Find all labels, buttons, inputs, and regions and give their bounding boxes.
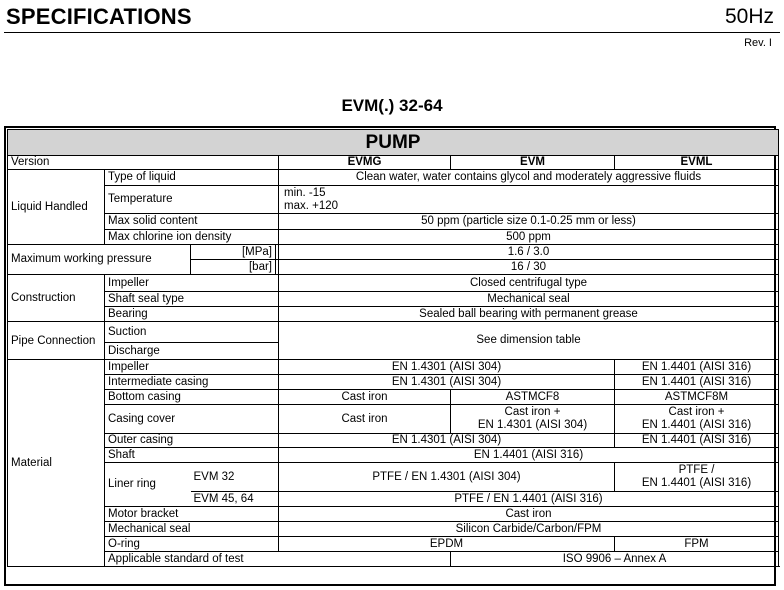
suction-label: Suction: [105, 322, 279, 343]
liner-ring-evm4564-value: PTFE / EN 1.4401 (AISI 316): [279, 492, 779, 507]
intermediate-casing-label: Intermediate casing: [105, 375, 279, 390]
shaft-value: EN 1.4401 (AISI 316): [279, 448, 779, 463]
outer-casing-evml: EN 1.4401 (AISI 316): [615, 434, 779, 448]
table-title: PUMP: [8, 130, 779, 156]
mechanical-seal-value: Silicon Carbide/Carbon/FPM: [279, 522, 779, 537]
bearing-label: Bearing: [105, 307, 279, 322]
max-solid-label: Max solid content: [105, 214, 279, 230]
spec-table: [7, 129, 779, 567]
table-row: [8, 507, 779, 522]
casing-cover-evml: Cast iron + EN 1.4401 (AISI 316): [615, 405, 779, 434]
shaft-seal-label: Shaft seal type: [105, 292, 279, 307]
standard-value: ISO 9906 – Annex A: [451, 552, 779, 567]
temperature-value: [279, 186, 779, 214]
column-header-evml: EVML: [615, 156, 779, 170]
table-row: [8, 292, 779, 307]
table-row: [8, 214, 779, 230]
construction-impeller-value: Closed centrifugal type: [279, 275, 779, 292]
material-impeller-label: Impeller: [105, 360, 279, 375]
column-header-evmg: EVMG: [279, 156, 451, 170]
type-of-liquid-label: Type of liquid: [105, 170, 279, 186]
casing-cover-evmg: Cast iron: [279, 405, 451, 434]
page-title: SPECIFICATIONS: [6, 4, 192, 29]
table-row: [8, 170, 779, 186]
table-row: [8, 522, 779, 537]
table-row: [8, 322, 779, 343]
material-impeller-evml: EN 1.4401 (AISI 316): [615, 360, 779, 375]
pressure-value-bar: 16 / 30: [279, 260, 779, 275]
temperature-label: Temperature: [105, 186, 276, 214]
type-of-liquid-value: Clean water, water contains glycol and moderately aggressive fluids: [279, 170, 779, 186]
material-group: Material: [8, 360, 105, 567]
table-row: [8, 360, 779, 375]
table-row: [8, 275, 779, 292]
column-header-evm: EVM: [451, 156, 615, 170]
table-row: [8, 463, 779, 492]
construction-group: Construction: [8, 275, 105, 322]
o-ring-evml: FPM: [615, 537, 779, 552]
intermediate-casing-evml: EN 1.4401 (AISI 316): [615, 375, 779, 390]
table-row: [8, 434, 779, 448]
intermediate-casing-evm: EN 1.4301 (AISI 304): [279, 375, 615, 390]
table-row: [8, 552, 779, 567]
frequency-label: 50Hz: [724, 5, 774, 28]
temperature-min: min. -15: [284, 186, 326, 199]
pressure-unit-bar: [bar]: [191, 260, 276, 275]
casing-cover-evm: Cast iron + EN 1.4301 (AISI 304): [451, 405, 615, 434]
max-chlorine-value: 500 ppm: [279, 230, 779, 245]
bottom-casing-label: Bottom casing: [105, 390, 279, 405]
shaft-seal-value: Mechanical seal: [279, 292, 779, 307]
motor-bracket-label: Motor bracket: [105, 507, 279, 522]
bottom-casing-evm: ASTMCF8: [451, 390, 615, 405]
version-label: Version: [8, 156, 279, 170]
max-solid-value: 50 ppm (particle size 0.1-0.25 mm or less): [279, 214, 779, 230]
table-row: [8, 245, 779, 260]
table-row: [8, 537, 779, 552]
bottom-casing-evmg: Cast iron: [279, 390, 451, 405]
mechanical-seal-label: Mechanical seal: [105, 522, 279, 537]
material-impeller-evm: EN 1.4301 (AISI 304): [279, 360, 615, 375]
motor-bracket-value: Cast iron: [279, 507, 779, 522]
liner-ring-evm32-evml: PTFE / EN 1.4401 (AISI 316): [615, 463, 779, 492]
shaft-label: Shaft: [105, 448, 279, 463]
revision-label: Rev. I: [744, 37, 772, 49]
table-row: [8, 186, 779, 214]
pipe-connection-value: See dimension table: [279, 322, 779, 360]
max-chlorine-label: Max chlorine ion density: [105, 230, 279, 245]
table-row: [8, 405, 779, 434]
max-pressure-label: Maximum working pressure: [8, 245, 191, 275]
table-row: [8, 307, 779, 322]
model-heading: EVM(.) 32-64: [341, 96, 443, 115]
pipe-connection-group: Pipe Connection: [8, 322, 105, 360]
table-row: [8, 230, 779, 245]
table-row: [8, 156, 779, 170]
temperature-max: max. +120: [284, 199, 339, 212]
bottom-casing-evml: ASTMCF8M: [615, 390, 779, 405]
pressure-value-mpa: 1.6 / 3.0: [279, 245, 779, 260]
casing-cover-label: Casing cover: [105, 405, 279, 434]
liner-ring-evm32: EVM 32: [191, 463, 279, 492]
bearing-value: Sealed ball bearing with permanent grease: [279, 307, 779, 322]
table-row: [8, 375, 779, 390]
liquid-handled-group: Liquid Handled: [8, 170, 105, 245]
construction-impeller-label: Impeller: [105, 275, 279, 292]
liner-ring-evm4564: EVM 45, 64: [191, 492, 279, 507]
outer-casing-evm: EN 1.4301 (AISI 304): [279, 434, 615, 448]
outer-casing-label: Outer casing: [105, 434, 279, 448]
discharge-label: Discharge: [105, 343, 279, 360]
liner-ring-evm32-value: PTFE / EN 1.4301 (AISI 304): [279, 463, 615, 492]
header-divider: [4, 32, 780, 33]
o-ring-evm: EPDM: [279, 537, 615, 552]
liner-ring-label: Liner ring: [105, 463, 191, 507]
standard-label: Applicable standard of test: [105, 552, 451, 567]
table-row: [8, 448, 779, 463]
pressure-unit-mpa: [MPa]: [191, 245, 276, 260]
table-row: [8, 390, 779, 405]
o-ring-label: O-ring: [105, 537, 279, 552]
